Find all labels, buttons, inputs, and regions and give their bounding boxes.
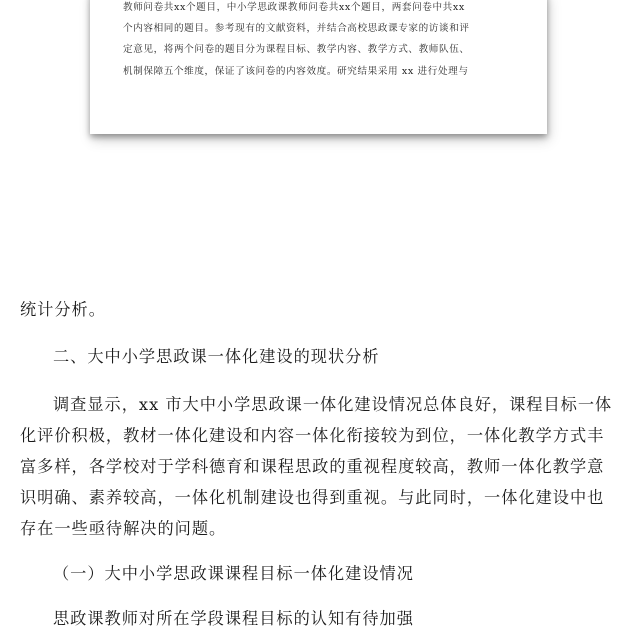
- subsection-heading: （一）大中小学思政课课程目标一体化建设情况: [53, 564, 414, 583]
- preview-line: 教师问卷共xx个题目，中小学思政课教师问卷共xx个题目，两套问卷中共xx: [123, 2, 465, 13]
- preview-line: 机制保障五个维度，保证了该问卷的内容效度。研究结果采用 xx 进行处理与: [123, 65, 469, 77]
- paragraph-line: 识明确、素养较高，一体化机制建设也得到重视。与此同时，一体化建设中也: [20, 488, 605, 507]
- section-heading: 二、大中小学思政课一体化建设的现状分析: [53, 347, 380, 366]
- preview-page-text: [123, 0, 518, 82]
- document-page-preview: [90, 0, 547, 134]
- paragraph-line: 富多样，各学校对于学科德育和课程思政的重视程度较高，教师一体化教学意: [20, 457, 605, 476]
- preview-line: 个内容相同的题目。参考现有的文献资料，并结合高校思政课专家的访谈和评: [123, 23, 470, 35]
- continuation-text: 统计分析。: [20, 300, 106, 319]
- paragraph-line: 存在一些亟待解决的问题。: [20, 519, 227, 538]
- subheading: 思政课教师对所在学段课程目标的认知有待加强: [53, 609, 414, 628]
- document-body: [20, 294, 620, 634]
- preview-line: 定意见，将两个问卷的题目分为课程目标、教学内容、教学方式、教师队伍、: [123, 44, 470, 56]
- paragraph-line: 调查显示，xx 市大中小学思政课一体化建设情况总体良好，课程目标一体: [53, 395, 613, 414]
- paragraph-line: 化评价积极，教材一体化建设和内容一体化衔接较为到位，一体化教学方式丰: [20, 426, 605, 445]
